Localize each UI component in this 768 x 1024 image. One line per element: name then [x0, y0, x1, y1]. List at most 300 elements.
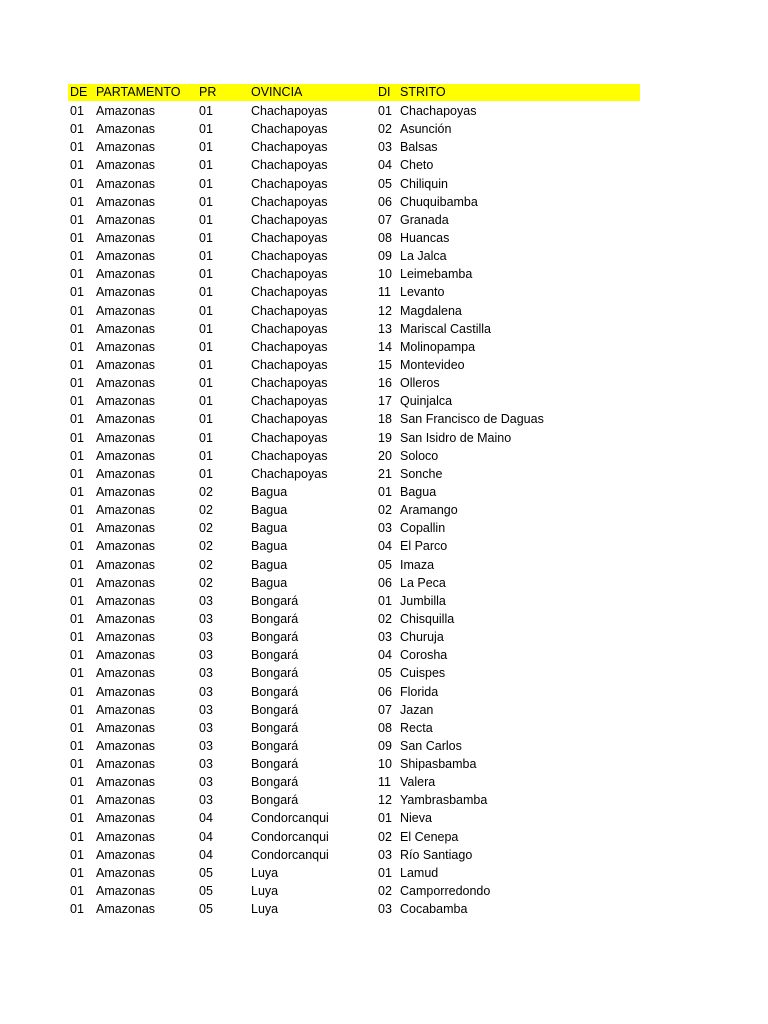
prov-code-cell[interactable]: 01	[199, 158, 213, 173]
province-cell[interactable]: Bongará	[251, 702, 299, 717]
province-cell[interactable]: Bongará	[251, 738, 299, 753]
prov-code-cell[interactable]: 03	[199, 720, 213, 735]
province-cell[interactable]: Bagua	[251, 521, 288, 536]
dist-code-cell[interactable]: 02	[378, 122, 392, 137]
table-row	[68, 320, 640, 338]
dist-code-cell[interactable]: 20	[378, 448, 392, 463]
dep-code-cell[interactable]: 01	[70, 140, 84, 155]
department-cell[interactable]: Amazonas	[96, 847, 156, 862]
province-cell[interactable]: Condorcanqui	[251, 847, 329, 862]
prov-code-cell[interactable]: 01	[199, 176, 213, 191]
prov-code-cell[interactable]: 01	[199, 230, 213, 245]
department-cell[interactable]: Amazonas	[96, 158, 156, 173]
prov-code-cell[interactable]: 01	[199, 394, 213, 409]
province-cell[interactable]: Chachapoyas	[251, 158, 328, 173]
header-cell[interactable]: PR	[199, 85, 217, 99]
dist-code-cell[interactable]: 19	[378, 430, 392, 445]
department-cell[interactable]: Amazonas	[96, 394, 156, 409]
district-cell[interactable]: Copallin	[400, 521, 446, 536]
province-cell[interactable]: Bagua	[251, 484, 288, 499]
dist-code-cell[interactable]: 10	[378, 267, 392, 282]
prov-code-cell[interactable]: 01	[199, 303, 213, 318]
dist-code-cell[interactable]: 03	[378, 521, 392, 536]
department-cell[interactable]: Amazonas	[96, 194, 156, 209]
district-cell[interactable]: Florida	[400, 684, 439, 699]
province-cell[interactable]: Chachapoyas	[251, 267, 328, 282]
dist-code-cell[interactable]: 08	[378, 230, 392, 245]
dep-code-cell[interactable]: 01	[70, 811, 84, 826]
dep-code-cell[interactable]: 01	[70, 593, 84, 608]
dist-code-cell[interactable]: 06	[378, 684, 392, 699]
dist-code-cell[interactable]: 01	[378, 865, 392, 880]
table-row	[68, 247, 640, 265]
dist-code-cell[interactable]: 01	[378, 811, 392, 826]
prov-code-cell[interactable]: 01	[199, 448, 213, 463]
department-cell[interactable]: Amazonas	[96, 448, 156, 463]
dep-code-cell[interactable]: 01	[70, 321, 84, 336]
dist-code-cell[interactable]: 18	[378, 412, 392, 427]
department-cell[interactable]: Amazonas	[96, 557, 156, 572]
prov-code-cell[interactable]: 01	[199, 194, 213, 209]
prov-code-cell[interactable]: 01	[199, 267, 213, 282]
dep-code-cell[interactable]: 01	[70, 902, 84, 917]
dist-code-cell[interactable]: 05	[378, 557, 392, 572]
dist-code-cell[interactable]: 01	[378, 484, 392, 499]
province-cell[interactable]: Chachapoyas	[251, 285, 328, 300]
prov-code-cell[interactable]: 01	[199, 339, 213, 354]
district-cell[interactable]: San Isidro de Maino	[400, 430, 512, 445]
prov-code-cell[interactable]: 03	[199, 666, 213, 681]
province-cell[interactable]: Chachapoyas	[251, 249, 328, 264]
district-cell[interactable]: Shipasbamba	[400, 757, 477, 772]
prov-code-cell[interactable]: 01	[199, 412, 213, 427]
department-cell[interactable]: Amazonas	[96, 775, 156, 790]
prov-code-cell[interactable]: 03	[199, 702, 213, 717]
dep-code-cell[interactable]: 01	[70, 212, 84, 227]
dep-code-cell[interactable]: 01	[70, 466, 84, 481]
table-row	[68, 447, 640, 465]
spreadsheet	[68, 84, 640, 918]
dep-code-cell[interactable]: 01	[70, 865, 84, 880]
district-cell[interactable]: Corosha	[400, 648, 448, 663]
province-cell[interactable]: Chachapoyas	[251, 339, 328, 354]
province-cell[interactable]: Chachapoyas	[251, 176, 328, 191]
district-cell[interactable]: Olleros	[400, 376, 440, 391]
department-cell[interactable]: Amazonas	[96, 811, 156, 826]
prov-code-cell[interactable]: 01	[199, 466, 213, 481]
prov-code-cell[interactable]: 02	[199, 557, 213, 572]
dep-code-cell[interactable]: 01	[70, 575, 84, 590]
prov-code-cell[interactable]: 03	[199, 738, 213, 753]
department-cell[interactable]: Amazonas	[96, 212, 156, 227]
province-cell[interactable]: Bongará	[251, 720, 299, 735]
province-cell[interactable]: Chachapoyas	[251, 448, 328, 463]
province-cell[interactable]: Chachapoyas	[251, 194, 328, 209]
department-cell[interactable]: Amazonas	[96, 720, 156, 735]
prov-code-cell[interactable]: 05	[199, 865, 213, 880]
district-cell[interactable]: Cocabamba	[400, 902, 468, 917]
dep-code-cell[interactable]: 01	[70, 303, 84, 318]
province-cell[interactable]: Chachapoyas	[251, 394, 328, 409]
province-cell[interactable]: Bongará	[251, 684, 299, 699]
dist-code-cell[interactable]: 06	[378, 194, 392, 209]
province-cell[interactable]: Luya	[251, 902, 279, 917]
table-row	[68, 719, 640, 737]
prov-code-cell[interactable]: 01	[199, 376, 213, 391]
province-cell[interactable]: Chachapoyas	[251, 321, 328, 336]
province-cell[interactable]: Bagua	[251, 539, 288, 554]
dep-code-cell[interactable]: 01	[70, 267, 84, 282]
prov-code-cell[interactable]: 03	[199, 757, 213, 772]
prov-code-cell[interactable]: 03	[199, 630, 213, 645]
prov-code-cell[interactable]: 01	[199, 321, 213, 336]
department-cell[interactable]: Amazonas	[96, 521, 156, 536]
dep-code-cell[interactable]: 01	[70, 702, 84, 717]
dist-code-cell[interactable]: 11	[378, 775, 391, 790]
table-row	[68, 501, 640, 519]
prov-code-cell[interactable]: 01	[199, 122, 213, 137]
department-cell[interactable]: Amazonas	[96, 575, 156, 590]
department-cell[interactable]: Amazonas	[96, 430, 156, 445]
province-cell[interactable]: Condorcanqui	[251, 811, 329, 826]
header-cell[interactable]: OVINCIA	[251, 85, 303, 99]
dist-code-cell[interactable]: 03	[378, 630, 392, 645]
province-cell[interactable]: Bagua	[251, 503, 288, 518]
dist-code-cell[interactable]: 09	[378, 738, 392, 753]
dist-code-cell[interactable]: 03	[378, 140, 392, 155]
province-cell[interactable]: Chachapoyas	[251, 140, 328, 155]
district-cell[interactable]: Mariscal Castilla	[400, 321, 491, 336]
department-cell[interactable]: Amazonas	[96, 593, 156, 608]
department-cell[interactable]: Amazonas	[96, 412, 156, 427]
department-cell[interactable]: Amazonas	[96, 539, 156, 554]
dist-code-cell[interactable]: 21	[378, 466, 392, 481]
province-cell[interactable]: Bagua	[251, 557, 288, 572]
header-cell[interactable]: PARTAMENTO	[96, 85, 181, 99]
department-cell[interactable]: Amazonas	[96, 738, 156, 753]
dist-code-cell[interactable]: 08	[378, 720, 392, 735]
department-cell[interactable]: Amazonas	[96, 484, 156, 499]
province-cell[interactable]: Bongará	[251, 757, 299, 772]
table-row	[68, 265, 640, 283]
prov-code-cell[interactable]: 03	[199, 775, 213, 790]
district-cell[interactable]: Soloco	[400, 448, 439, 463]
dist-code-cell[interactable]: 10	[378, 757, 392, 772]
district-cell[interactable]: Jumbilla	[400, 593, 446, 608]
dep-code-cell[interactable]: 01	[70, 104, 84, 118]
dep-code-cell[interactable]: 01	[70, 448, 84, 463]
dep-code-cell[interactable]: 01	[70, 249, 84, 264]
district-cell[interactable]: Yambrasbamba	[400, 793, 488, 808]
department-cell[interactable]: Amazonas	[96, 321, 156, 336]
district-cell[interactable]: Chisquilla	[400, 611, 455, 626]
dep-code-cell[interactable]: 01	[70, 884, 84, 899]
dist-code-cell[interactable]: 16	[378, 376, 392, 391]
dep-code-cell[interactable]: 01	[70, 630, 84, 645]
dist-code-cell[interactable]: 14	[378, 339, 392, 354]
dep-code-cell[interactable]: 01	[70, 122, 84, 137]
district-cell[interactable]: Montevideo	[400, 357, 465, 372]
district-cell[interactable]: El Parco	[400, 539, 448, 554]
header-cell[interactable]: DE	[70, 85, 88, 99]
dep-code-cell[interactable]: 01	[70, 720, 84, 735]
table-row	[68, 120, 640, 138]
dep-code-cell[interactable]: 01	[70, 339, 84, 354]
dist-code-cell[interactable]: 04	[378, 648, 392, 663]
dist-code-cell[interactable]: 04	[378, 539, 392, 554]
dist-code-cell[interactable]: 04	[378, 158, 392, 173]
prov-code-cell[interactable]: 02	[199, 575, 213, 590]
district-cell[interactable]: Río Santiago	[400, 847, 473, 862]
table-row	[68, 429, 640, 447]
province-cell[interactable]: Chachapoyas	[251, 104, 328, 118]
prov-code-cell[interactable]: 03	[199, 593, 213, 608]
district-cell[interactable]: Valera	[400, 775, 436, 790]
province-cell[interactable]: Chachapoyas	[251, 430, 328, 445]
district-cell[interactable]: Asunción	[400, 122, 452, 137]
department-cell[interactable]: Amazonas	[96, 339, 156, 354]
dep-code-cell[interactable]: 01	[70, 557, 84, 572]
header-cell[interactable]: STRITO	[400, 85, 446, 99]
dep-code-cell[interactable]: 01	[70, 829, 84, 844]
province-cell[interactable]: Chachapoyas	[251, 412, 328, 427]
district-cell[interactable]: Levanto	[400, 285, 445, 300]
prov-code-cell[interactable]: 04	[199, 847, 213, 862]
prov-code-cell[interactable]: 03	[199, 793, 213, 808]
dist-code-cell[interactable]: 03	[378, 902, 392, 917]
province-cell[interactable]: Chachapoyas	[251, 122, 328, 137]
dep-code-cell[interactable]: 01	[70, 611, 84, 626]
province-cell[interactable]: Bongará	[251, 593, 299, 608]
dist-code-cell[interactable]: 13	[378, 321, 392, 336]
dist-code-cell[interactable]: 12	[378, 793, 392, 808]
department-cell[interactable]: Amazonas	[96, 865, 156, 880]
department-cell[interactable]: Amazonas	[96, 702, 156, 717]
department-cell[interactable]: Amazonas	[96, 793, 156, 808]
prov-code-cell[interactable]: 04	[199, 829, 213, 844]
province-cell[interactable]: Bongará	[251, 666, 299, 681]
dist-code-cell[interactable]: 17	[378, 394, 392, 409]
dep-code-cell[interactable]: 01	[70, 521, 84, 536]
dep-code-cell[interactable]: 01	[70, 757, 84, 772]
prov-code-cell[interactable]: 01	[199, 104, 213, 118]
department-cell[interactable]: Amazonas	[96, 884, 156, 899]
district-cell[interactable]: Chuquibamba	[400, 194, 478, 209]
province-cell[interactable]: Bongará	[251, 775, 299, 790]
table-row	[68, 773, 640, 791]
department-cell[interactable]: Amazonas	[96, 285, 156, 300]
department-cell[interactable]: Amazonas	[96, 902, 156, 917]
dist-code-cell[interactable]: 15	[378, 357, 392, 372]
department-cell[interactable]: Amazonas	[96, 303, 156, 318]
dep-code-cell[interactable]: 01	[70, 230, 84, 245]
district-cell[interactable]: Chiliquin	[400, 176, 448, 191]
table-row	[68, 537, 640, 555]
dist-code-cell[interactable]: 07	[378, 702, 392, 717]
dist-code-cell[interactable]: 02	[378, 829, 392, 844]
department-cell[interactable]: Amazonas	[96, 611, 156, 626]
dep-code-cell[interactable]: 01	[70, 684, 84, 699]
dist-code-cell[interactable]: 11	[378, 285, 391, 300]
dep-code-cell[interactable]: 01	[70, 194, 84, 209]
department-cell[interactable]: Amazonas	[96, 630, 156, 645]
table-row	[68, 864, 640, 882]
dep-code-cell[interactable]: 01	[70, 394, 84, 409]
dep-code-cell[interactable]: 01	[70, 539, 84, 554]
table-row	[68, 156, 640, 174]
table-row	[68, 846, 640, 864]
dist-code-cell[interactable]: 02	[378, 611, 392, 626]
district-cell[interactable]: La Jalca	[400, 249, 447, 264]
province-cell[interactable]: Luya	[251, 884, 279, 899]
dep-code-cell[interactable]: 01	[70, 484, 84, 499]
table-row	[68, 211, 640, 229]
district-cell[interactable]: Churuja	[400, 630, 444, 645]
table-row	[68, 193, 640, 211]
table-row	[68, 483, 640, 501]
dep-code-cell[interactable]: 01	[70, 430, 84, 445]
dist-code-cell[interactable]: 02	[378, 884, 392, 899]
dist-code-cell[interactable]: 06	[378, 575, 392, 590]
dist-code-cell[interactable]: 05	[378, 666, 392, 681]
dep-code-cell[interactable]: 01	[70, 847, 84, 862]
department-cell[interactable]: Amazonas	[96, 249, 156, 264]
department-cell[interactable]: Amazonas	[96, 357, 156, 372]
prov-code-cell[interactable]: 01	[199, 212, 213, 227]
province-cell[interactable]: Bongará	[251, 611, 299, 626]
district-cell[interactable]: Lamud	[400, 865, 439, 880]
district-cell[interactable]: Granada	[400, 212, 449, 227]
district-cell[interactable]: Huancas	[400, 230, 450, 245]
district-cell[interactable]: Magdalena	[400, 303, 462, 318]
province-cell[interactable]: Chachapoyas	[251, 466, 328, 481]
header-cell[interactable]: DI	[378, 85, 391, 99]
department-cell[interactable]: Amazonas	[96, 140, 156, 155]
department-cell[interactable]: Amazonas	[96, 104, 156, 118]
district-cell[interactable]: Sonche	[400, 466, 443, 481]
district-cell[interactable]: San Francisco de Daguas	[400, 412, 544, 427]
prov-code-cell[interactable]: 05	[199, 902, 213, 917]
province-cell[interactable]: Chachapoyas	[251, 212, 328, 227]
department-cell[interactable]: Amazonas	[96, 267, 156, 282]
prov-code-cell[interactable]: 01	[199, 357, 213, 372]
department-cell[interactable]: Amazonas	[96, 757, 156, 772]
prov-code-cell[interactable]: 03	[199, 648, 213, 663]
prov-code-cell[interactable]: 05	[199, 884, 213, 899]
table-row	[68, 138, 640, 156]
table-row	[68, 755, 640, 773]
province-cell[interactable]: Chachapoyas	[251, 230, 328, 245]
department-cell[interactable]: Amazonas	[96, 466, 156, 481]
dep-code-cell[interactable]: 01	[70, 376, 84, 391]
district-cell[interactable]: Aramango	[400, 503, 458, 518]
district-cell[interactable]: Recta	[400, 720, 433, 735]
department-cell[interactable]: Amazonas	[96, 176, 156, 191]
district-cell[interactable]: Nieva	[400, 811, 432, 826]
department-cell[interactable]: Amazonas	[96, 648, 156, 663]
table-row	[68, 646, 640, 664]
province-cell[interactable]: Condorcanqui	[251, 829, 329, 844]
district-cell[interactable]: Imaza	[400, 557, 435, 572]
prov-code-cell[interactable]: 01	[199, 140, 213, 155]
prov-code-cell[interactable]: 04	[199, 811, 213, 826]
table-row	[68, 410, 640, 428]
province-cell[interactable]: Chachapoyas	[251, 357, 328, 372]
dist-code-cell[interactable]: 02	[378, 503, 392, 518]
district-cell[interactable]: San Carlos	[400, 738, 462, 753]
department-cell[interactable]: Amazonas	[96, 122, 156, 137]
table-row	[68, 338, 640, 356]
department-cell[interactable]: Amazonas	[96, 684, 156, 699]
dep-code-cell[interactable]: 01	[70, 738, 84, 753]
prov-code-cell[interactable]: 03	[199, 611, 213, 626]
province-cell[interactable]: Bongará	[251, 648, 299, 663]
district-cell[interactable]: Cuispes	[400, 666, 446, 681]
dep-code-cell[interactable]: 01	[70, 648, 84, 663]
prov-code-cell[interactable]: 01	[199, 430, 213, 445]
prov-code-cell[interactable]: 02	[199, 484, 213, 499]
province-cell[interactable]: Bagua	[251, 575, 288, 590]
dist-code-cell[interactable]: 05	[378, 176, 392, 191]
department-cell[interactable]: Amazonas	[96, 230, 156, 245]
province-cell[interactable]: Chachapoyas	[251, 376, 328, 391]
district-cell[interactable]: Jazan	[400, 702, 434, 717]
dep-code-cell[interactable]: 01	[70, 666, 84, 681]
dist-code-cell[interactable]: 12	[378, 303, 392, 318]
prov-code-cell[interactable]: 02	[199, 539, 213, 554]
dist-code-cell[interactable]: 09	[378, 249, 392, 264]
district-cell[interactable]: Quinjalca	[400, 394, 453, 409]
district-cell[interactable]: Molinopampa	[400, 339, 476, 354]
district-cell[interactable]: Chachapoyas	[400, 104, 477, 118]
prov-code-cell[interactable]: 01	[199, 249, 213, 264]
dep-code-cell[interactable]: 01	[70, 775, 84, 790]
dep-code-cell[interactable]: 01	[70, 158, 84, 173]
prov-code-cell[interactable]: 01	[199, 285, 213, 300]
dep-code-cell[interactable]: 01	[70, 503, 84, 518]
dep-code-cell[interactable]: 01	[70, 412, 84, 427]
prov-code-cell[interactable]: 03	[199, 684, 213, 699]
department-cell[interactable]: Amazonas	[96, 666, 156, 681]
table-row	[68, 701, 640, 719]
district-cell[interactable]: El Cenepa	[400, 829, 459, 844]
table-row	[68, 809, 640, 827]
dist-code-cell[interactable]: 07	[378, 212, 392, 227]
district-cell[interactable]: Bagua	[400, 484, 437, 499]
dist-code-cell[interactable]: 01	[378, 593, 392, 608]
dist-code-cell[interactable]: 01	[378, 104, 392, 118]
dep-code-cell[interactable]: 01	[70, 285, 84, 300]
prov-code-cell[interactable]: 02	[199, 521, 213, 536]
province-cell[interactable]: Chachapoyas	[251, 303, 328, 318]
district-cell[interactable]: Leimebamba	[400, 267, 473, 282]
dep-code-cell[interactable]: 01	[70, 176, 84, 191]
dep-code-cell[interactable]: 01	[70, 357, 84, 372]
province-cell[interactable]: Bongará	[251, 793, 299, 808]
district-cell[interactable]: Camporredondo	[400, 884, 491, 899]
district-cell[interactable]: Cheto	[400, 158, 434, 173]
district-cell[interactable]: Balsas	[400, 140, 438, 155]
district-cell[interactable]: La Peca	[400, 575, 446, 590]
dep-code-cell[interactable]: 01	[70, 793, 84, 808]
province-cell[interactable]: Bongará	[251, 630, 299, 645]
province-cell[interactable]: Luya	[251, 865, 279, 880]
department-cell[interactable]: Amazonas	[96, 376, 156, 391]
dist-code-cell[interactable]: 03	[378, 847, 392, 862]
department-cell[interactable]: Amazonas	[96, 829, 156, 844]
department-cell[interactable]: Amazonas	[96, 503, 156, 518]
prov-code-cell[interactable]: 02	[199, 503, 213, 518]
